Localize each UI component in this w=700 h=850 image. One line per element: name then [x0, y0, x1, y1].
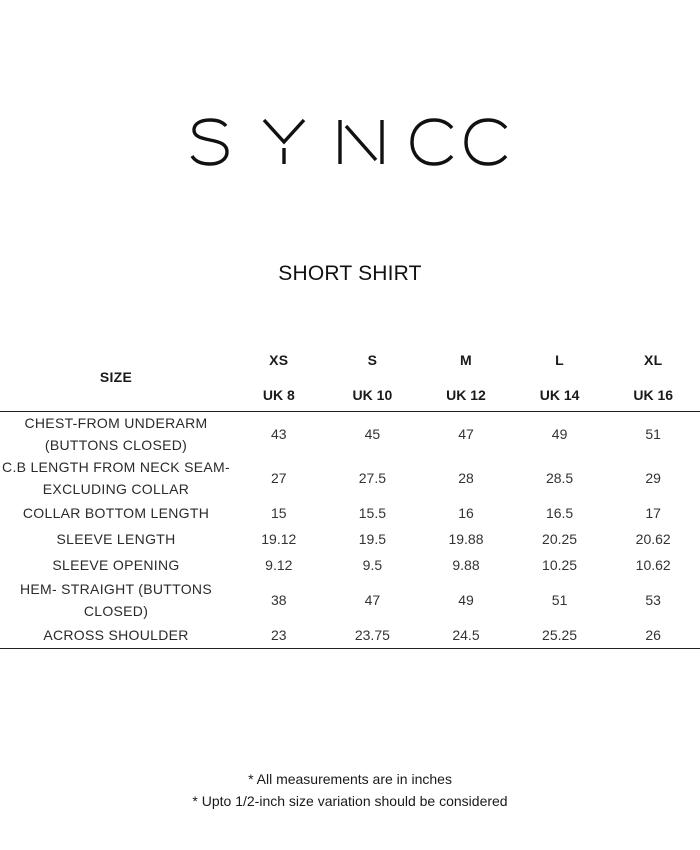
- measurement-value: 43: [271, 426, 287, 442]
- table-row: [0, 500, 700, 526]
- size-chart-table: [0, 340, 700, 649]
- uk-size-header: UK 12: [419, 378, 513, 412]
- footnotes: [0, 768, 700, 812]
- measurement-value: 19.88: [448, 531, 484, 547]
- measurement-value: 51: [551, 592, 568, 608]
- measurement-value: 20.62: [635, 531, 671, 547]
- table-row: [0, 578, 700, 622]
- uk-size-header: UK 14: [513, 378, 607, 412]
- measurement-value: 28: [458, 470, 474, 486]
- measurement-value: 16.5: [545, 505, 574, 521]
- measurement-value: 51: [645, 426, 661, 442]
- measurement-value: 23: [232, 622, 326, 649]
- brand-logo: [0, 112, 700, 182]
- footnote-variation: * Upto 1/2-inch size variation should be considered: [192, 793, 508, 809]
- measurement-value: 53: [645, 592, 661, 608]
- measurement-value: 10.62: [635, 557, 671, 573]
- uk-size-header: UK 10: [326, 378, 420, 412]
- measurement-value: 9.5: [362, 557, 383, 573]
- measurement-value: 27.5: [358, 470, 387, 486]
- measurement-value: 38: [271, 592, 287, 608]
- measurement-value: 9.12: [265, 557, 293, 573]
- measurement-value: 24.5: [419, 622, 513, 649]
- measurement-value: 19.5: [358, 531, 387, 547]
- table-row: [0, 552, 700, 578]
- size-header-xl: XL: [643, 352, 663, 368]
- measurement-value: 47: [364, 592, 381, 608]
- measurement-value: 25.25: [513, 622, 607, 649]
- measurement-value: 45: [364, 426, 381, 442]
- measurement-value: 49: [551, 426, 568, 442]
- measurement-value: 49: [458, 592, 474, 608]
- measurement-label: CHEST-FROM UNDERARM (BUTTONS CLOSED): [24, 415, 208, 453]
- measurement-value: 10.25: [542, 557, 578, 573]
- measurement-label: ACROSS SHOULDER: [0, 622, 232, 649]
- size-header-xs: XS: [269, 352, 289, 368]
- size-header-s: S: [367, 352, 378, 368]
- measurement-value: 47: [458, 426, 474, 442]
- measurement-label: SLEEVE OPENING: [52, 557, 180, 573]
- size-header-l: L: [555, 352, 564, 368]
- measurement-value: 27: [271, 470, 287, 486]
- table-row: [0, 622, 700, 649]
- measurement-value: 15.5: [358, 505, 387, 521]
- uk-size-header: UK 8: [232, 378, 326, 412]
- measurement-value: 9.88: [452, 557, 480, 573]
- measurement-label: COLLAR BOTTOM LENGTH: [22, 505, 210, 521]
- measurement-value: 28.5: [545, 470, 574, 486]
- size-header-row: [0, 340, 700, 378]
- measurement-label: HEM- STRAIGHT (BUTTONS CLOSED): [20, 581, 212, 619]
- measurement-value: 19.12: [261, 531, 297, 547]
- measurement-value: 26: [606, 622, 700, 649]
- measurement-value: 16: [458, 505, 474, 521]
- measurement-value: 20.25: [542, 531, 578, 547]
- measurement-value: 23.75: [326, 622, 420, 649]
- size-header-m: M: [460, 352, 472, 368]
- table-row: [0, 456, 700, 500]
- uk-size-header: UK 16: [606, 378, 700, 412]
- measurement-value: 15: [271, 505, 287, 521]
- measurement-label: SLEEVE LENGTH: [56, 531, 176, 547]
- table-row: [0, 526, 700, 552]
- measurement-label: C.B LENGTH FROM NECK SEAM-EXCLUDING COLLAR: [2, 459, 230, 497]
- size-column-header: SIZE: [0, 340, 232, 412]
- measurement-value: 17: [645, 505, 661, 521]
- syncc-logo-mark: [190, 112, 510, 172]
- footnote-units: * All measurements are in inches: [248, 771, 452, 787]
- table-row: [0, 412, 700, 457]
- measurement-value: 29: [645, 470, 661, 486]
- product-title: SHORT SHIRT: [278, 262, 422, 285]
